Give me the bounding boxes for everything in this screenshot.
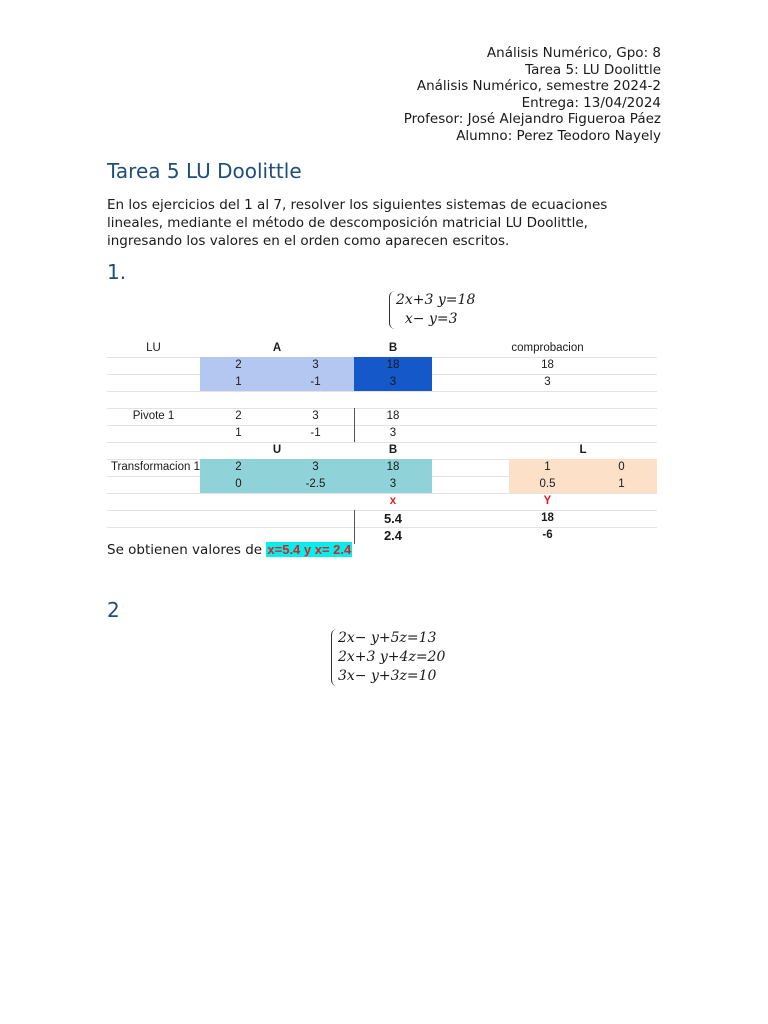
cell: 3 xyxy=(277,459,354,476)
cell: 0.5 xyxy=(509,476,586,493)
cell: 18 xyxy=(354,459,432,476)
header-u: U xyxy=(272,444,282,456)
header-l: L xyxy=(579,444,587,456)
cell: 2 xyxy=(235,410,242,422)
transformacion-label: Transformacion 1 xyxy=(110,461,200,473)
solution-y1: 18 xyxy=(541,512,554,524)
header-a: A xyxy=(272,342,282,354)
equation-line: 2x− y+5z=13 xyxy=(338,630,437,646)
table-row xyxy=(107,476,657,494)
cell: -2.5 xyxy=(277,476,354,493)
cell: 3 xyxy=(312,410,319,422)
solution-x2: 2.4 xyxy=(383,528,403,543)
table-row xyxy=(107,510,657,528)
document-header xyxy=(404,45,661,144)
cell: 2 xyxy=(200,357,277,374)
cell: 18 xyxy=(354,357,432,374)
table-row xyxy=(107,459,657,477)
header-student: Alumno: Perez Teodoro Nayely xyxy=(456,127,661,144)
cell: 3 xyxy=(544,376,551,388)
cell: 3 xyxy=(277,357,354,374)
exercise-2-heading: 2 xyxy=(107,598,120,622)
cell: 1 xyxy=(200,374,277,391)
exercise-2-equations xyxy=(331,629,445,686)
solution-x1: 5.4 xyxy=(383,511,403,526)
cell: -1 xyxy=(277,374,354,391)
cell: -1 xyxy=(310,427,321,439)
cell: 0 xyxy=(586,459,657,476)
x-label: x xyxy=(389,495,397,507)
table-row xyxy=(107,408,657,426)
header-professor: Profesor: José Alejandro Figueroa Páez xyxy=(403,111,661,127)
equation-line: 3x− y+3z=10 xyxy=(338,668,437,684)
equation-line: 2x+3 y=18 xyxy=(396,292,476,308)
cell: 2 xyxy=(200,459,277,476)
y-label: Y xyxy=(543,495,552,507)
table-row xyxy=(107,442,657,460)
equation-line: 2x+3 y+4z=20 xyxy=(338,649,446,665)
header-course: Análisis Numérico, Gpo: 8 xyxy=(486,45,661,61)
header-lu: LU xyxy=(146,342,161,354)
table-row xyxy=(107,425,657,443)
table-row xyxy=(107,357,657,375)
cell: 18 xyxy=(386,410,400,422)
cell-border xyxy=(354,408,355,442)
cell: 3 xyxy=(354,374,432,391)
table-row xyxy=(107,391,657,409)
table-row xyxy=(107,493,657,511)
exercise-1-equations xyxy=(389,291,475,329)
exercise-1-heading: 1. xyxy=(107,260,127,284)
cell: 18 xyxy=(541,359,554,371)
cell: 1 xyxy=(586,476,657,493)
solution-y2: -6 xyxy=(542,529,553,541)
result-highlight: x=5.4 y x= 2.4 xyxy=(267,542,352,557)
header-semester: Análisis Numérico, semestre 2024-2 xyxy=(416,78,661,94)
intro-paragraph: En los ejercicios del 1 al 7, resolver los siguientes sistemas de ecuaciones lineales, mediante el método de descomposición matricial LU Doolittle, ingresando los valores en el orden como aparecen escritos. xyxy=(107,197,608,249)
cell: 3 xyxy=(354,476,432,493)
cell: 1 xyxy=(235,427,242,439)
page-title: Tarea 5 LU Doolittle xyxy=(107,159,302,183)
header-b: B xyxy=(388,444,398,456)
result-sentence xyxy=(107,542,352,558)
header-due-date: Entrega: 13/04/2024 xyxy=(521,94,661,111)
cell-border xyxy=(354,510,355,544)
cell: 0 xyxy=(200,476,277,493)
table-row xyxy=(107,340,657,358)
header-b: B xyxy=(388,342,398,354)
result-prefix: Se obtienen valores de xyxy=(107,542,267,558)
cell: 1 xyxy=(509,459,586,476)
cell: 3 xyxy=(389,427,397,439)
pivote-label: Pivote 1 xyxy=(132,410,175,422)
table-row xyxy=(107,374,657,392)
equation-line: x− y=3 xyxy=(396,311,458,327)
header-assignment: Tarea 5: LU Doolittle xyxy=(525,61,661,78)
header-comprobacion: comprobacion xyxy=(511,342,584,354)
